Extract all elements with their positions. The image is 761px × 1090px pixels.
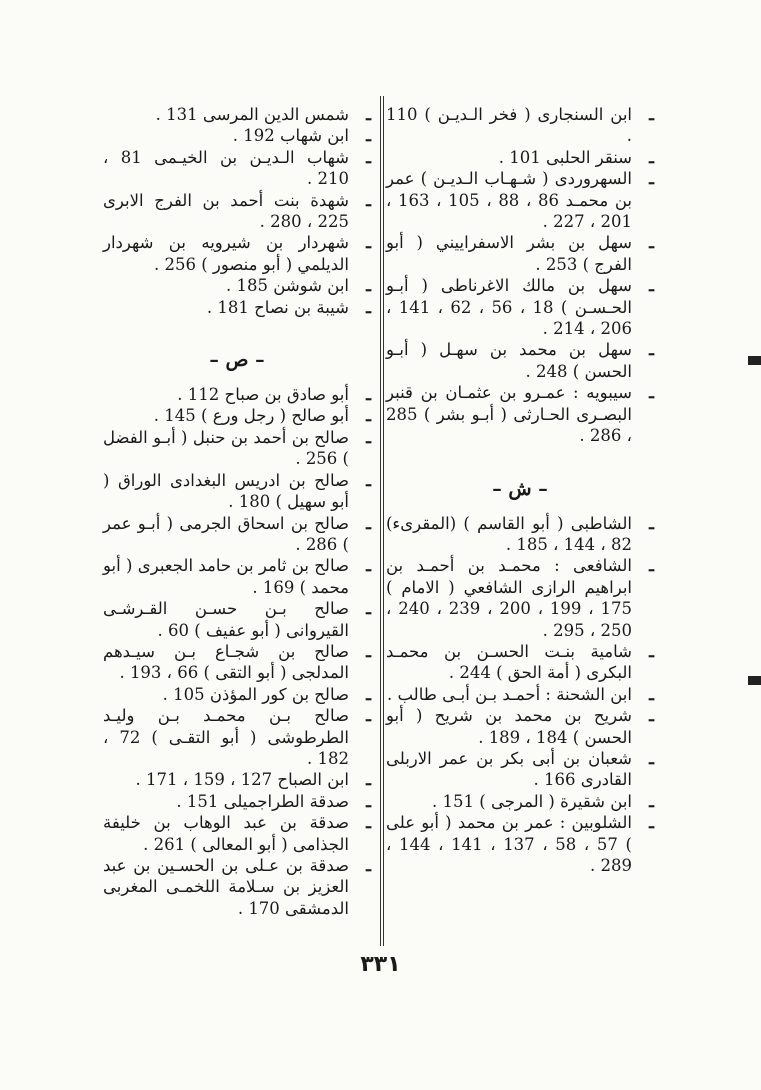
entry-dash: ـ <box>649 813 654 833</box>
entry-text: شهردار بن شيرويه بن شهردار الديلمي ( أبو منصور ) 256 . <box>103 233 349 274</box>
edge-tab-mark <box>748 676 761 685</box>
entry-text: شهاب الـديـن بن الخيـمى 81 ، 210 . <box>103 147 349 189</box>
entry-text: شامية بنـت الحسـن بن محمـد البكرى ( أمة الحق ) 244 . <box>386 641 632 683</box>
entry-dash: ـ <box>366 791 371 811</box>
entry-dash: ـ <box>649 276 654 296</box>
entry-text: سهل بن بشر الاسفراييني ( أبو الفرج ) 253 . <box>386 233 632 274</box>
entry-text: سنقر الحلبى 101 . <box>498 147 632 167</box>
entry-dash: ـ <box>649 706 654 726</box>
index-entry <box>103 384 371 405</box>
entry-text: الشافعى : محمـد بن أحمـد بن ابراهيم الرازى الشافعي ( الامام ) 175 ، 199 ، 200 ، 239 ، 240 ، 250 ، 295 . <box>386 556 632 640</box>
entry-dash: ـ <box>366 297 371 317</box>
index-entry <box>103 555 371 598</box>
entry-text: شمس الدين المرسى 131 . <box>155 105 349 124</box>
index-entry <box>386 147 654 168</box>
entry-dash: ـ <box>366 385 371 405</box>
entry-dash: ـ <box>366 556 371 576</box>
entry-text: صالح بن اسحاق الجرمى ( أبـو عمر ) 286 . <box>103 513 349 554</box>
entry-text: الشاطبى ( أبو القاسم ) (المقرىء) 82 ، 144 ، 185 . <box>386 513 632 554</box>
entry-text: صالح بن كور المؤذن 105 . <box>162 684 349 704</box>
entry-text: ابن شهاب 192 . <box>232 126 349 146</box>
index-entry <box>386 641 654 684</box>
entry-text: ابن الشحنة : أحمـد بـن أبـى طالب . <box>386 684 632 704</box>
index-entry <box>386 748 654 791</box>
index-entry <box>386 791 654 812</box>
index-entry <box>103 405 371 426</box>
index-entry <box>103 427 371 470</box>
entry-dash: ـ <box>366 190 371 210</box>
entry-dash: ـ <box>366 406 371 426</box>
index-entry <box>103 513 371 556</box>
index-entry <box>386 555 654 641</box>
entry-text: شعبان بن أبى بكر بن عمر الاربلى القادرى 166 . <box>386 748 632 790</box>
index-entry <box>103 104 371 125</box>
entry-dash: ـ <box>366 126 371 146</box>
entry-dash: ـ <box>366 770 371 790</box>
entry-text: صالح بـن حسـن القـرشـى القيروانى ( أبو عفيف ) 60 . <box>103 599 349 640</box>
entry-text: صالح بن ثامر بن حامد الجعبرى ( أبو محمد ) 169 . <box>103 556 349 597</box>
index-entry <box>386 684 654 705</box>
entry-text: سهل بن مالك الاغرناطى ( أبـو الحـسـن ) 18 ، 56 ، 62 ، 141 ، 206 ، 214 . <box>386 276 632 339</box>
entry-dash: ـ <box>366 641 371 661</box>
column-divider-inner <box>383 96 384 946</box>
entry-dash: ـ <box>366 105 371 124</box>
index-entry <box>103 190 371 233</box>
edge-tab-mark <box>748 356 761 365</box>
entry-text: السهروردى ( شـهـاب الـديـن ) عمر بن محمـد 86 ، 88 ، 105 ، 163 ، 201 ، 227 . <box>386 169 632 232</box>
entry-text: سهل بن محمد بن سهـل ( أبـو الحسن ) 248 . <box>386 340 632 381</box>
index-entry <box>103 684 371 705</box>
entry-dash: ـ <box>366 470 371 490</box>
entry-text: ابن الصباح 127 ، 159 ، 171 . <box>135 770 349 790</box>
entry-dash: ـ <box>649 383 654 403</box>
entry-text: صالح بن شجـاع بـن سيـدهم المدلجى ( أبو التقى ) 66 ، 193 . <box>103 641 349 683</box>
index-entry <box>103 812 371 855</box>
index-entry <box>386 104 654 147</box>
entry-dash: ـ <box>649 169 654 189</box>
entry-text: صدقة بن عبد الوهاب بن خليفة الجذامى ( أبو المعالى ) 261 . <box>103 813 349 854</box>
entry-dash: ـ <box>649 105 654 124</box>
entry-text: شهدة بنت أحمد بن الفرج الابرى 225 ، 280 . <box>103 190 349 232</box>
entry-dash: ـ <box>649 748 654 768</box>
index-entry <box>386 232 654 275</box>
entry-dash: ـ <box>649 340 654 360</box>
entry-text: شريح بن محمد بن شريح ( أبو الحسن ) 184 ، 189 . <box>386 706 632 747</box>
entry-dash: ـ <box>649 556 654 576</box>
index-column-left <box>103 104 371 919</box>
entry-dash: ـ <box>366 599 371 619</box>
index-entry <box>103 855 371 919</box>
index-entry <box>103 791 371 812</box>
index-entry <box>103 147 371 190</box>
entry-dash: ـ <box>649 233 654 253</box>
entry-dash: ـ <box>366 147 371 167</box>
entry-dash: ـ <box>366 427 371 447</box>
index-entry <box>386 168 654 232</box>
entry-text: صالح بن أحمد بن حنبل ( أبـو الفضل ) 256 . <box>103 427 349 469</box>
entry-dash: ـ <box>366 513 371 533</box>
index-entry <box>103 275 371 296</box>
section-letter-heading: – ش – <box>492 477 548 500</box>
entry-dash: ـ <box>366 706 371 726</box>
index-entry <box>103 769 371 790</box>
index-entry <box>386 812 654 876</box>
index-entry <box>103 641 371 684</box>
entry-dash: ـ <box>649 641 654 661</box>
index-entry <box>103 297 371 318</box>
entry-text: أبو صادق بن صباح 112 . <box>177 385 349 405</box>
column-divider-outer <box>380 96 381 946</box>
index-entry <box>103 125 371 146</box>
entry-text: صالح بـن محمـد بـن وليـد الطرطوشى ( أبو التقـى ) 72 ، 182 . <box>103 706 349 768</box>
index-entry <box>386 339 654 382</box>
index-entry <box>386 513 654 556</box>
entry-text: سيبويه : عمـرو بن عثمـان بن قنبر البصـرى الحـارثى ( أبـو بشر ) 285 ، 286 . <box>386 383 632 446</box>
entry-text: أبو صالح ( رجل ورع ) 145 . <box>153 406 349 426</box>
index-entry <box>386 275 654 339</box>
entry-dash: ـ <box>366 276 371 296</box>
index-column-right <box>386 104 654 876</box>
entry-text: ابن السنجارى ( فخر الـديـن ) 110 . <box>386 105 632 146</box>
index-entry <box>103 705 371 769</box>
entry-text: ابن شقيرة ( المرجى ) 151 . <box>432 791 632 811</box>
entry-text: شيبة بن نصاح 181 . <box>206 297 349 317</box>
entry-text: الشلوبين : عمر بن محمد ( أبو على ) 57 ، 58 ، 137 ، 141 ، 144 ، 289 . <box>386 813 632 875</box>
entry-dash: ـ <box>649 684 654 704</box>
entry-dash: ـ <box>366 233 371 253</box>
entry-dash: ـ <box>366 813 371 833</box>
index-entry <box>103 470 371 513</box>
index-entry <box>103 232 371 275</box>
entry-text: صالح بن ادريس البغدادى الوراق ( أبو سهيل ) 180 . <box>103 470 349 512</box>
entry-text: صدقة الطراجميلى 151 . <box>176 791 349 811</box>
index-entry <box>103 598 371 641</box>
entry-dash: ـ <box>649 791 654 811</box>
page-number: ٣٣١ <box>360 952 401 977</box>
index-entry <box>386 705 654 748</box>
index-entry <box>386 382 654 446</box>
entry-text: صدقة بن عـلى بن الحسـين بن عبد العزيز بن سـلامة اللخمـى المغربى الدمشقى 170 . <box>103 856 349 918</box>
entry-dash: ـ <box>649 147 654 167</box>
entry-dash: ـ <box>366 856 371 875</box>
entry-dash: ـ <box>649 513 654 533</box>
section-letter-heading: – ص – <box>209 349 265 372</box>
entry-text: ابن شوشن 185 . <box>226 276 349 296</box>
entry-dash: ـ <box>366 684 371 704</box>
